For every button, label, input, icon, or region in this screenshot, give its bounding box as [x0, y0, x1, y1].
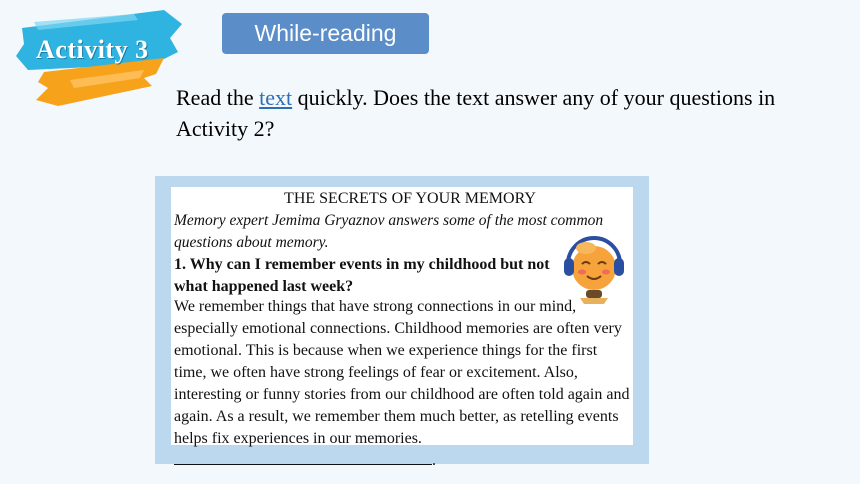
article-body — [174, 296, 632, 472]
article-title: THE SECRETS OF YOUR MEMORY — [284, 190, 536, 207]
instruction-text — [176, 82, 816, 144]
instruction-before: Read the — [176, 85, 260, 110]
article-question: 1. Why can I remember events in my childhood but not what happened last week? — [174, 256, 550, 295]
headphones-character-icon — [560, 228, 628, 306]
activity-badge — [14, 8, 184, 108]
while-reading-label: While-reading — [222, 13, 429, 54]
instruction-after: quickly. Does the text answer any of your questions in Activity 2? — [176, 85, 776, 141]
answer-blank — [174, 450, 432, 465]
text-link[interactable]: text — [259, 85, 293, 110]
article-body-text: We remember things that have strong connections in our mind, especially emotional connections. Childhood memories are often very emotional. This is because when we experience things for the first time, we often have strong feelings of fear or excitement. Also, interesting or funny stories from our childhood are often told again and again. As a result, we remember them much better, as retelling events helps fix experiences in our memories. — [174, 298, 630, 447]
article-card — [171, 187, 633, 469]
blank-end: . — [432, 452, 436, 469]
article-intro: Memory expert Jemima Gryaznov answers some of the most common questions about memory. — [174, 212, 604, 251]
activity-title: Activity 3 — [36, 35, 149, 64]
